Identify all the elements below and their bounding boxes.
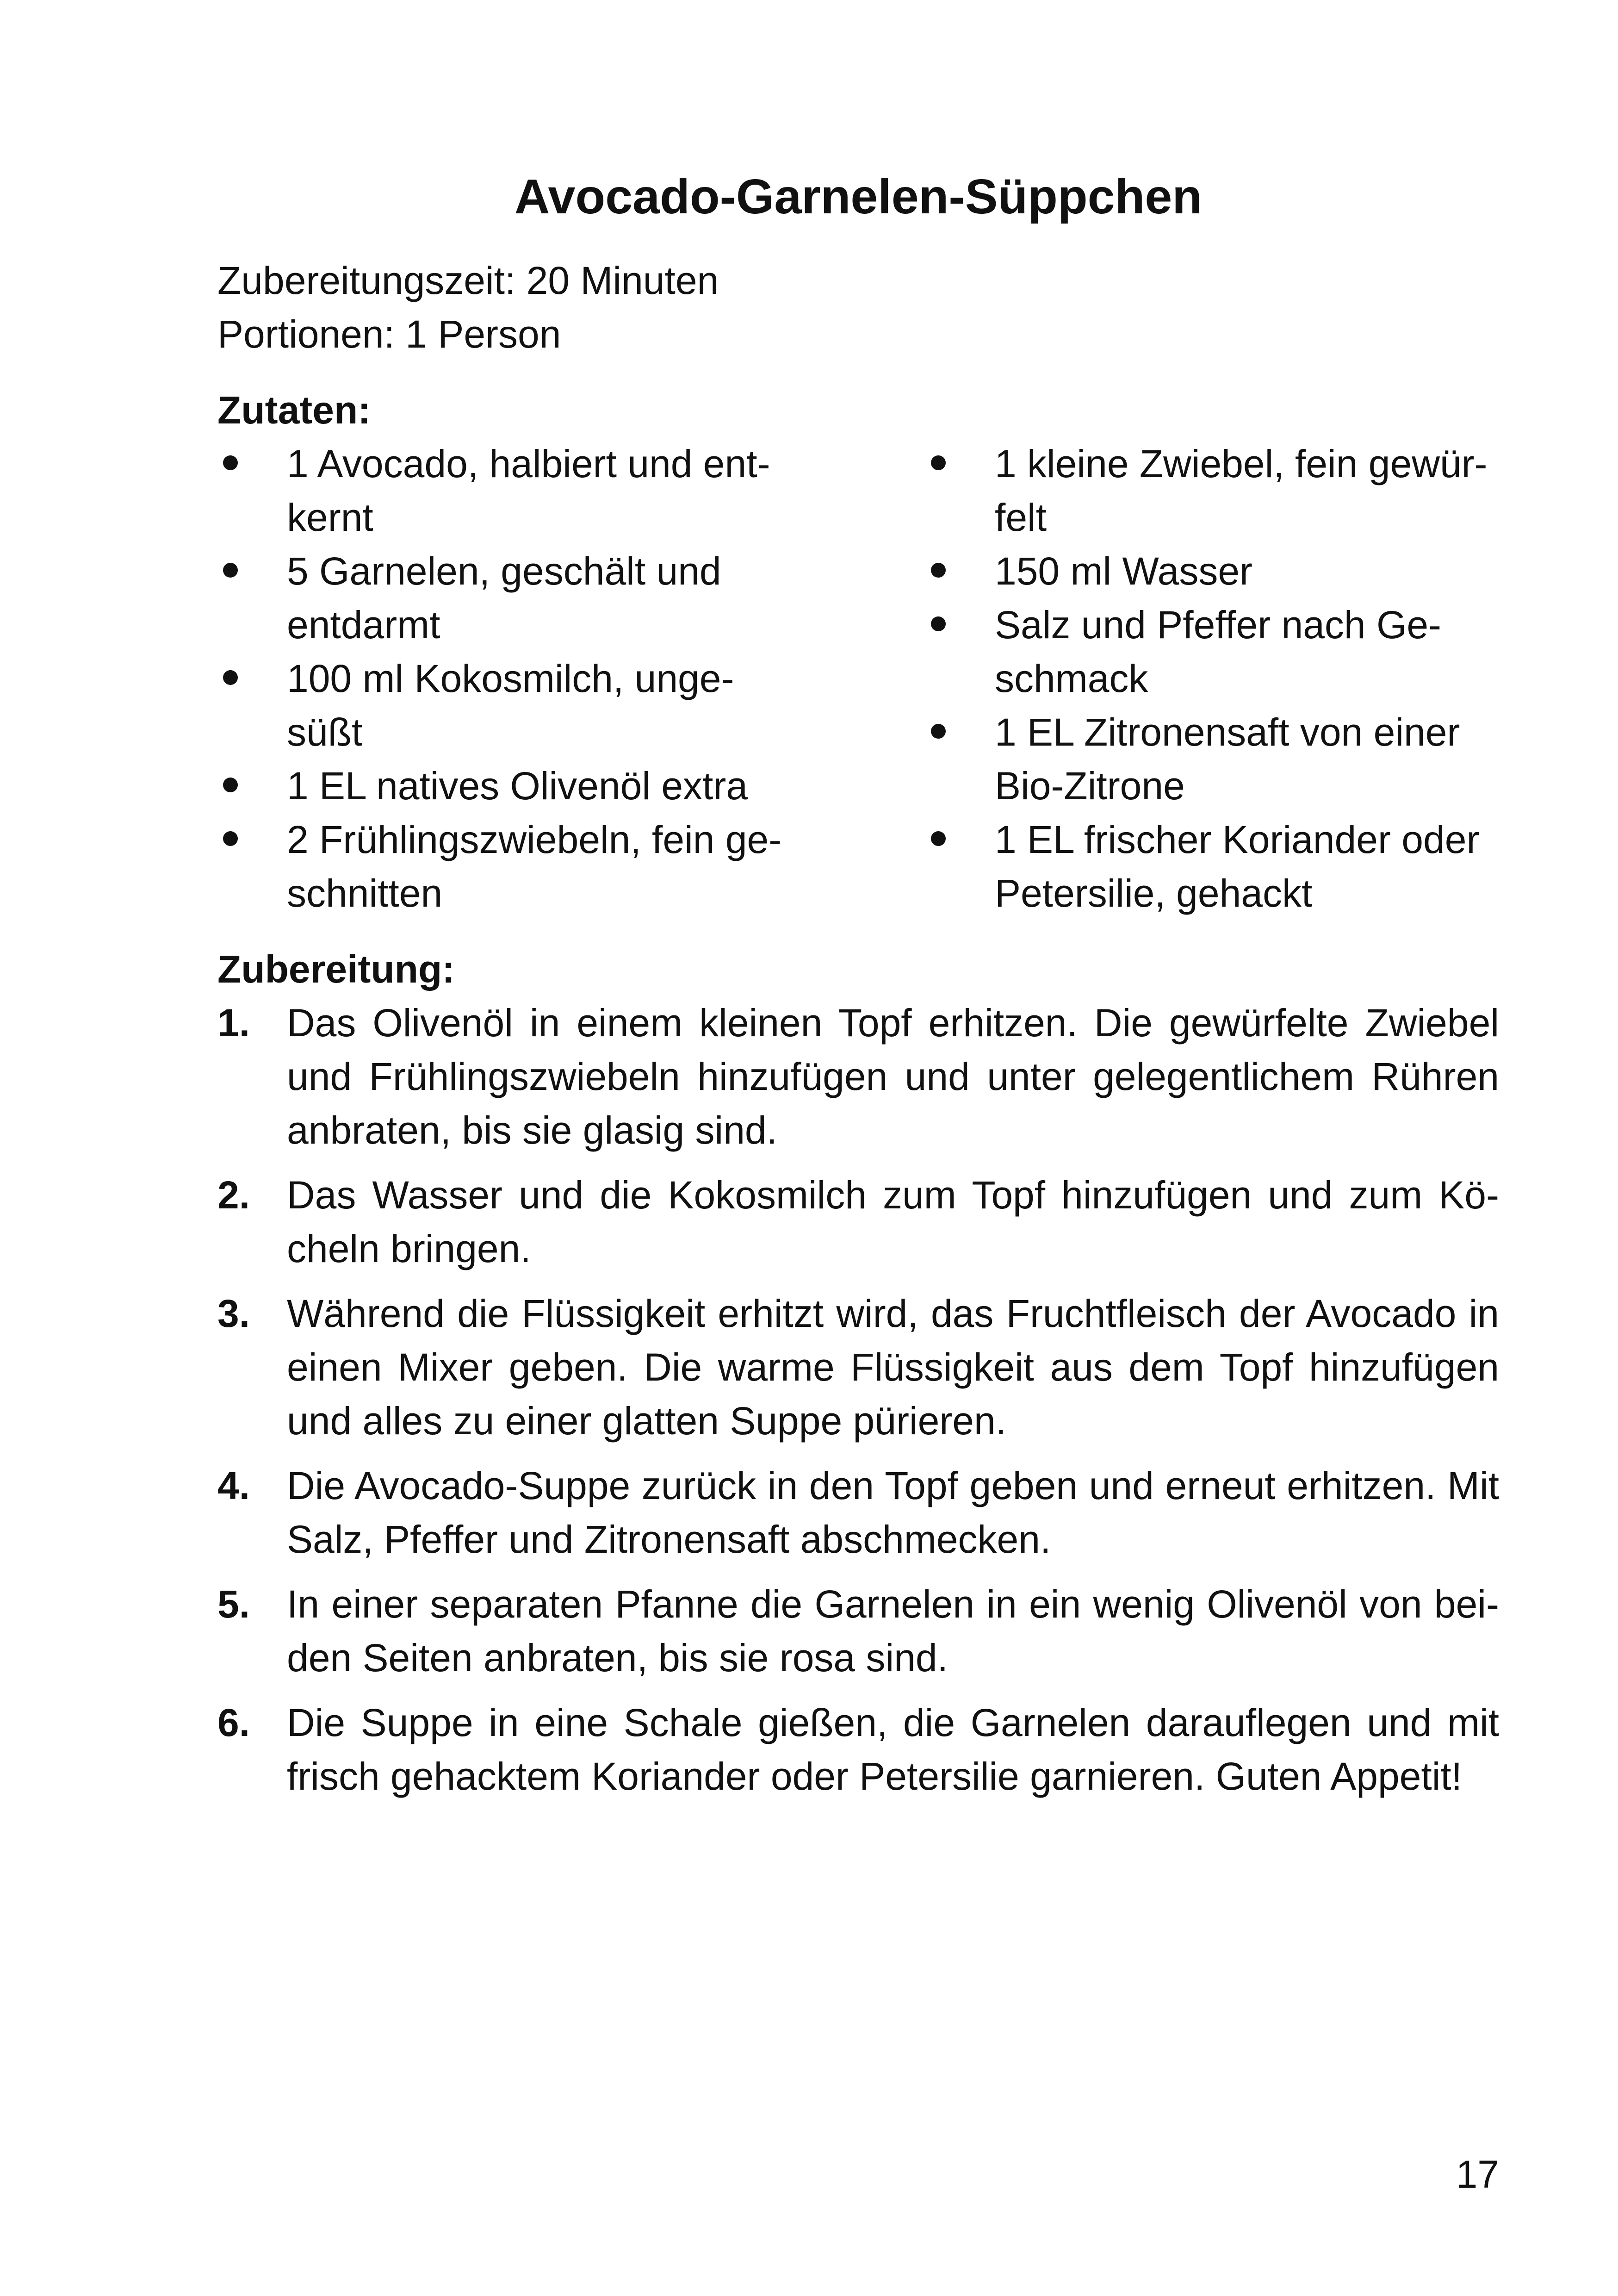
ingredient-text: Salz und Pfeffer nach Ge-	[995, 603, 1442, 647]
step-number: 2.	[217, 1173, 250, 1217]
ingredient-text: schmack	[995, 657, 1148, 700]
bullet-icon	[931, 455, 946, 470]
preparation-step	[217, 1287, 1499, 1448]
bullet-icon	[931, 724, 946, 739]
step-number: 3.	[217, 1292, 250, 1335]
servings: Portionen: 1 Person	[217, 312, 561, 356]
preparation-step	[217, 1459, 1499, 1566]
step-number: 4.	[217, 1464, 250, 1507]
bullet-icon	[223, 563, 238, 578]
bullet-icon	[931, 616, 946, 631]
ingredient-item	[217, 437, 770, 544]
prep-time: Zubereitungszeit: 20 Minuten	[217, 259, 719, 302]
step-number: 6.	[217, 1701, 250, 1744]
bullet-icon	[223, 778, 238, 792]
step-text: Salz, Pfeffer und Zitronensaft abschmecken.	[287, 1518, 1051, 1561]
ingredient-item	[925, 437, 1499, 544]
ingredient-item	[925, 813, 1499, 920]
step-text: Die Suppe in eine Schale gießen, die Garnelen darauflegen und mit	[287, 1701, 1499, 1744]
ingredient-text: 1 EL frischer Koriander oder	[995, 818, 1480, 861]
step-text: Die Avocado-Suppe zurück in den Topf geben und erneut erhitzen. Mit	[287, 1464, 1499, 1507]
ingredient-item	[217, 544, 736, 652]
ingredient-text: kernt	[287, 496, 373, 539]
bullet-icon	[223, 455, 238, 470]
ingredient-item	[925, 544, 1499, 598]
ingredient-text: 2 Frühlingszwiebeln, fein ge-	[287, 818, 782, 861]
recipe-meta	[217, 254, 719, 361]
step-text: Das Olivenöl in einem kleinen Topf erhitzen. Die gewürfelte Zwiebel	[287, 1001, 1499, 1045]
preparation-heading: Zubereitung:	[217, 947, 455, 991]
bullet-icon	[223, 831, 238, 846]
ingredient-text: schnitten	[287, 871, 443, 915]
ingredient-text: Petersilie, gehackt	[995, 871, 1313, 915]
step-text: cheln bringen.	[287, 1227, 531, 1270]
bullet-icon	[931, 831, 946, 846]
ingredient-text: felt	[995, 496, 1047, 539]
ingredient-text: 1 kleine Zwiebel, fein gewür-	[995, 442, 1488, 485]
ingredient-item	[217, 759, 748, 813]
ingredient-item	[925, 598, 1499, 705]
ingredient-item	[925, 705, 1499, 813]
page-number: 17	[1456, 2153, 1499, 2196]
ingredient-text: süßt	[287, 710, 363, 754]
step-text: In einer separaten Pfanne die Garnelen in ein wenig Olivenöl von bei-	[287, 1582, 1499, 1626]
preparation-step	[217, 1577, 1499, 1685]
ingredient-text: 1 EL natives Olivenöl extra	[287, 764, 748, 808]
step-text: anbraten, bis sie glasig sind.	[287, 1108, 777, 1152]
step-number: 1.	[217, 1001, 250, 1045]
ingredient-item	[217, 652, 736, 759]
ingredient-text: Bio-Zitrone	[995, 764, 1185, 808]
preparation-step	[217, 1696, 1499, 1803]
step-text: Das Wasser und die Kokosmilch zum Topf hinzufügen und zum Kö-	[287, 1173, 1499, 1217]
step-text: und Frühlingszwiebeln hinzufügen und unter gelegentlichem Rühren	[287, 1055, 1499, 1098]
ingredient-item	[217, 813, 782, 920]
step-number: 5.	[217, 1582, 250, 1626]
ingredient-text: 150 ml Wasser	[995, 549, 1253, 593]
ingredient-text: 100 ml Kokosmilch, unge-	[287, 657, 734, 700]
ingredient-text: 5 Garnelen, geschält und	[287, 549, 721, 593]
bullet-icon	[931, 563, 946, 578]
step-text: Während die Flüssigkeit erhitzt wird, das Fruchtfleisch der Avocado in	[287, 1292, 1499, 1335]
bullet-icon	[223, 670, 238, 685]
preparation-step	[217, 996, 1499, 1157]
ingredient-text: entdarmt	[287, 603, 440, 647]
step-text: frisch gehacktem Koriander oder Petersilie garnieren. Guten Appetit!	[287, 1755, 1463, 1798]
ingredients-heading: Zutaten:	[217, 388, 371, 432]
ingredients-list-left	[217, 437, 782, 920]
preparation-steps	[217, 996, 1499, 1814]
ingredients-list-right	[925, 437, 1499, 920]
step-text: und alles zu einer glatten Suppe pürieren.	[287, 1399, 1007, 1443]
preparation-step	[217, 1168, 1499, 1276]
recipe-page	[217, 0, 1499, 2296]
ingredient-text: 1 Avocado, halbiert und ent-	[287, 442, 770, 485]
ingredient-text: 1 EL Zitronensaft von einer	[995, 710, 1460, 754]
step-text: einen Mixer geben. Die warme Flüssigkeit aus dem Topf hinzufügen	[287, 1345, 1499, 1389]
step-text: den Seiten anbraten, bis sie rosa sind.	[287, 1636, 948, 1680]
recipe-title: Avocado-Garnelen-Süppchen	[514, 169, 1203, 224]
